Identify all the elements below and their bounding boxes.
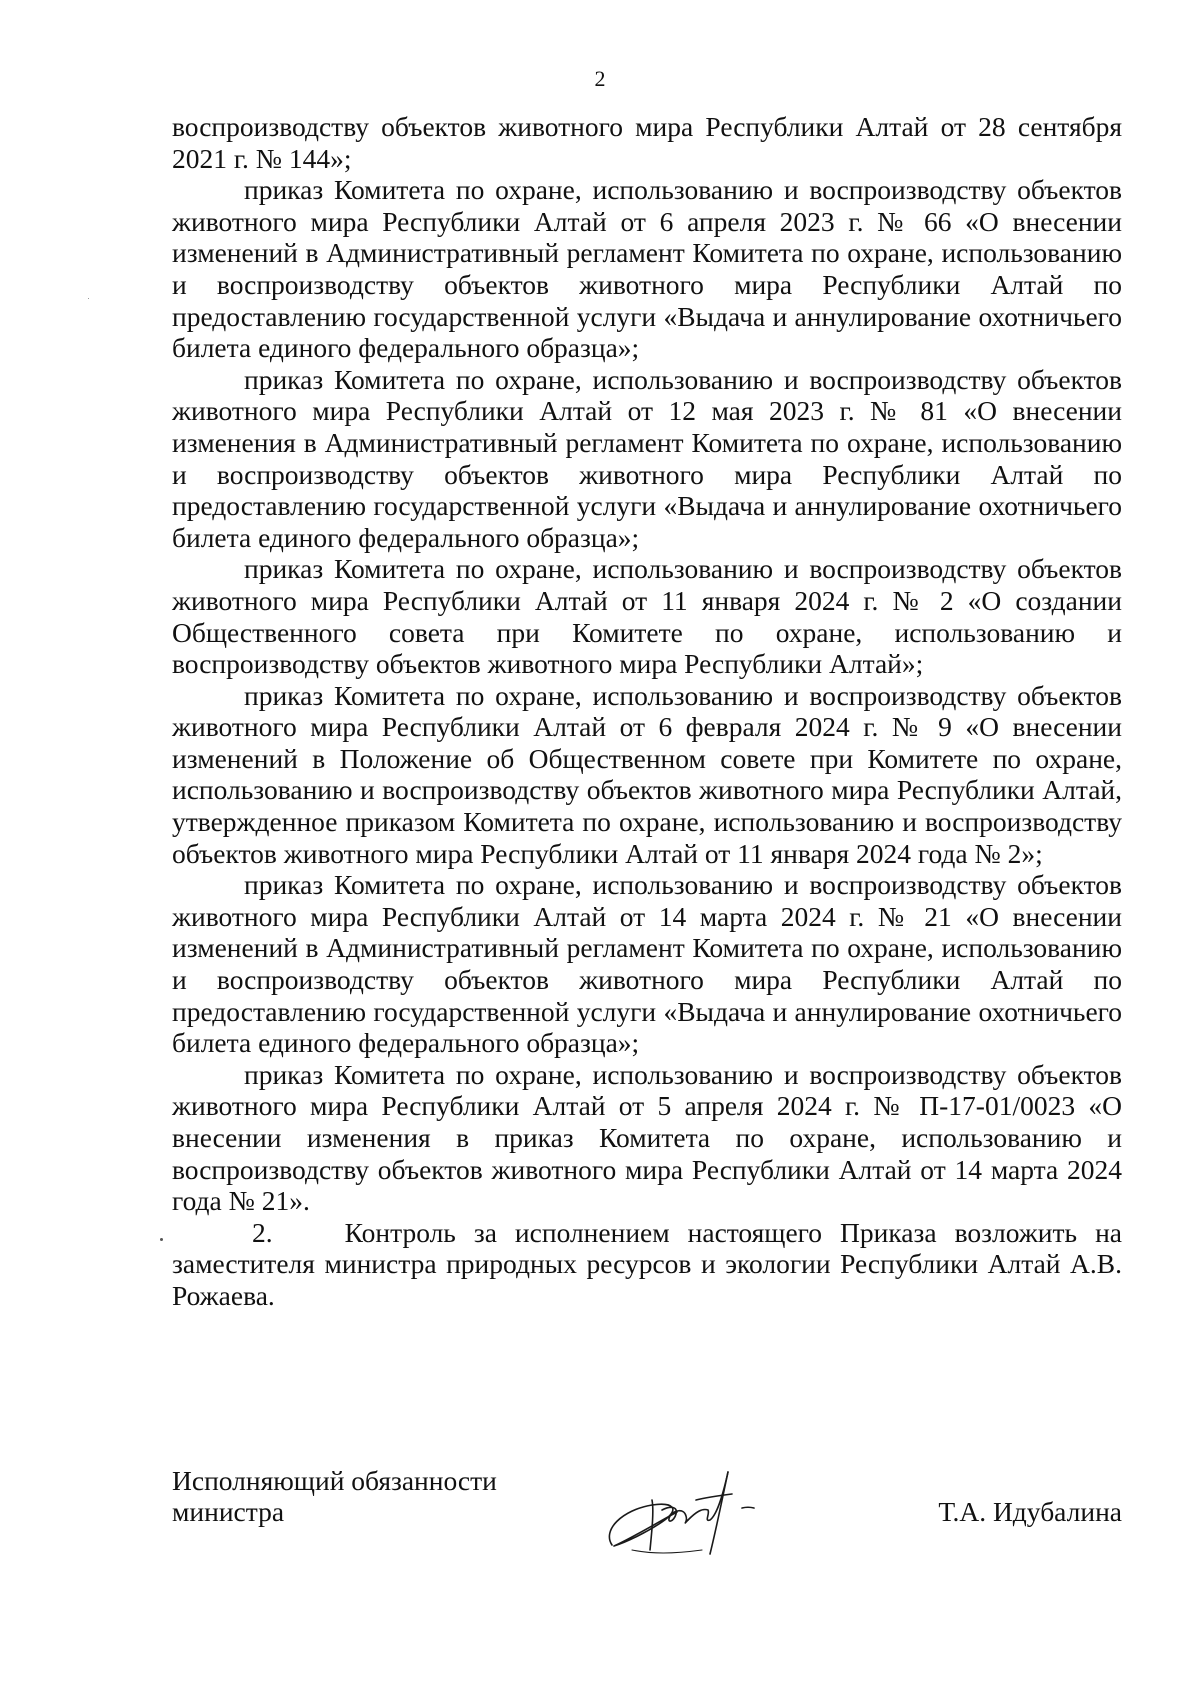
document-body [172, 111, 1122, 1312]
margin-dot [160, 1238, 163, 1241]
signature-block [172, 1465, 1122, 1605]
page-number: 2 [594, 66, 606, 91]
paragraph-order-66: приказ Комитета по охране, использованию и воспроизводству объектов животного мира Республики Алтай от 6 апреля 2023 г. № 66 «О внесении изменений в Административный регламент Комитета по охране, использованию и воспроизводству объектов животного мира Республики Алтай по предоставлению государственной услуги «Выдача и аннулирование охотничьего билета единого федерального образца»; [172, 174, 1122, 364]
margin-mark [88, 298, 89, 299]
signer-name: Т.А. Идубалина [938, 1496, 1122, 1527]
paragraph-order-21: приказ Комитета по охране, использованию и воспроизводству объектов животного мира Республики Алтай от 14 марта 2024 г. № 21 «О внесении изменений в Административный регламент Комитета по охране, использованию и воспроизводству объектов животного мира Республики Алтай по предоставлению государственной услуги «Выдача и аннулирование охотничьего билета единого федерального образца»; [172, 869, 1122, 1059]
signer-position [172, 1465, 497, 1527]
handwritten-signature [592, 1450, 792, 1570]
signer-position-line1: Исполняющий обязанности [172, 1465, 497, 1496]
paragraph-clause-2: 2. Контроль за исполнением настоящего Приказа возложить на заместителя министра природных ресурсов и экологии Республики Алтай А.В. Рожаева. [172, 1216, 1122, 1311]
paragraph-order-2: приказ Комитета по охране, использованию и воспроизводству объектов животного мира Республики Алтай от 11 января 2024 г. № 2 «О создании Общественного совета при Комитете по охране, использованию и воспроизводству объектов животного мира Республики Алтай»; [172, 553, 1122, 680]
paragraph-order-81: приказ Комитета по охране, использованию и воспроизводству объектов животного мира Республики Алтай от 12 мая 2023 г. № 81 «О внесении изменения в Административный регламент Комитета по охране, использованию и воспроизводству объектов животного мира Республики Алтай по предоставлению государственной услуги «Выдача и аннулирование охотничьего билета единого федерального образца»; [172, 363, 1122, 553]
paragraph-order-p-17-01-0023: приказ Комитета по охране, использованию и воспроизводству объектов животного мира Республики Алтай от 5 апреля 2024 г. № П-17-01/0023 «О внесении изменения в приказ Комитета по охране, использованию и воспроизводству объектов животного мира Республики Алтай от 14 марта 2024 года № 21». [172, 1058, 1122, 1217]
paragraph-continuation: воспроизводству объектов животного мира Республики Алтай от 28 сентября 2021 г. № 144»; [172, 111, 1122, 174]
paragraph-order-9: приказ Комитета по охране, использованию и воспроизводству объектов животного мира Республики Алтай от 6 февраля 2024 г. № 9 «О внесении изменений в Положение об Общественном совете при Комитете по охране, использованию и воспроизводству объектов животного мира Республики Алтай, утвержденное приказом Комитета по охране, использованию и воспроизводству объектов животного мира Республики Алтай от 11 января 2024 года № 2»; [172, 679, 1122, 869]
signer-position-line2: министра [172, 1496, 285, 1527]
